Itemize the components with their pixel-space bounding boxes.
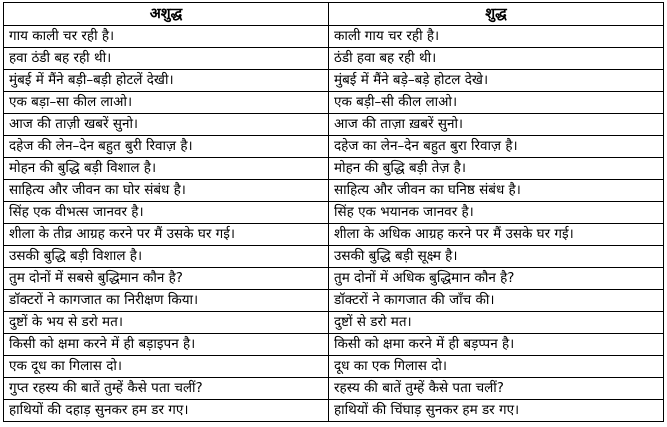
correct-sentence: दुष्टों से डरो मत। bbox=[329, 312, 664, 334]
table-row bbox=[4, 290, 664, 312]
correct-sentence: आज की ताज़ा ख़बरें सुनो। bbox=[329, 114, 664, 136]
table-row bbox=[4, 378, 664, 400]
correct-sentence: मुंबई में मैंने बड़े–बड़े होटल देखे। bbox=[329, 70, 664, 92]
wrong-sentence: उसकी बुद्धि बड़ी विशाल है। bbox=[4, 246, 329, 268]
table-row bbox=[4, 180, 664, 202]
table-row bbox=[4, 224, 664, 246]
correct-sentence: तुम दोनों में अधिक बुद्धिमान कौन है? bbox=[329, 268, 664, 290]
correct-sentence: एक बड़ी–सी कील लाओ। bbox=[329, 92, 664, 114]
wrong-sentence: दहेज की लेन–देन बहुत बुरी रिवाज़ है। bbox=[4, 136, 329, 158]
corrections-table bbox=[3, 2, 664, 422]
correct-sentence: उसकी बुद्धि बड़ी सूक्ष्म है। bbox=[329, 246, 664, 268]
wrong-sentence: आज की ताज़ी खबरें सुनो। bbox=[4, 114, 329, 136]
table-row bbox=[4, 26, 664, 48]
wrong-sentence: सिंह एक वीभत्स जानवर है। bbox=[4, 202, 329, 224]
table-row bbox=[4, 70, 664, 92]
table-row bbox=[4, 114, 664, 136]
wrong-sentence: डॉक्टरों ने कागजात का निरीक्षण किया। bbox=[4, 290, 329, 312]
table-row bbox=[4, 334, 664, 356]
corrections-sheet bbox=[3, 2, 663, 422]
table-row bbox=[4, 246, 664, 268]
table-row bbox=[4, 158, 664, 180]
table-row bbox=[4, 202, 664, 224]
wrong-sentence: गाय काली चर रही है। bbox=[4, 26, 329, 48]
wrong-sentence: साहित्य और जीवन का घोर संबंध है। bbox=[4, 180, 329, 202]
correct-sentence: दूध का एक गिलास दो। bbox=[329, 356, 664, 378]
table-row bbox=[4, 356, 664, 378]
wrong-sentence: मोहन की बुद्धि बड़ी विशाल है। bbox=[4, 158, 329, 180]
correct-sentence: दहेज का लेन–देन बहुत बुरा रिवाज़ है। bbox=[329, 136, 664, 158]
wrong-sentence: तुम दोनों में सबसे बुद्धिमान कौन है? bbox=[4, 268, 329, 290]
wrong-sentence: मुंबई में मैंने बड़ी–बड़ी होटलें देखी। bbox=[4, 70, 329, 92]
correct-sentence: रहस्य की बातें तुम्हें कैसे पता चलीं? bbox=[329, 378, 664, 400]
correct-sentence: हाथियों की चिंघाड़ सुनकर हम डर गए। bbox=[329, 400, 664, 422]
wrong-sentence: दुष्टों के भय से डरो मत। bbox=[4, 312, 329, 334]
correct-sentence: काली गाय चर रही है। bbox=[329, 26, 664, 48]
wrong-sentence: एक दूध का गिलास दो। bbox=[4, 356, 329, 378]
table-row bbox=[4, 400, 664, 422]
table-row bbox=[4, 136, 664, 158]
header-right: शुद्ध bbox=[329, 3, 664, 26]
wrong-sentence: हाथियों की दहाड़ सुनकर हम डर गए। bbox=[4, 400, 329, 422]
header-wrong: अशुद्ध bbox=[4, 3, 329, 26]
wrong-sentence: गुप्त रहस्य की बातें तुम्हें कैसे पता चलीं? bbox=[4, 378, 329, 400]
table-row bbox=[4, 312, 664, 334]
correct-sentence: सिंह एक भयानक जानवर है। bbox=[329, 202, 664, 224]
correct-sentence: शीला के अधिक आग्रह करने पर मैं उसके घर गई। bbox=[329, 224, 664, 246]
wrong-sentence: एक बड़ा–सा कील लाओ। bbox=[4, 92, 329, 114]
table-row bbox=[4, 48, 664, 70]
correct-sentence: किसी को क्षमा करने में ही बड़प्पन है। bbox=[329, 334, 664, 356]
table-row bbox=[4, 92, 664, 114]
correct-sentence: मोहन की बुद्धि बड़ी तेज़ है। bbox=[329, 158, 664, 180]
wrong-sentence: शीला के तीव्र आग्रह करने पर मैं उसके घर गई। bbox=[4, 224, 329, 246]
correct-sentence: ठंडी हवा बह रही थी। bbox=[329, 48, 664, 70]
wrong-sentence: हवा ठंडी बह रही थी। bbox=[4, 48, 329, 70]
correct-sentence: डॉक्टरों ने कागजात की जाँच की। bbox=[329, 290, 664, 312]
table-row bbox=[4, 268, 664, 290]
correct-sentence: साहित्य और जीवन का घनिष्ठ संबंध है। bbox=[329, 180, 664, 202]
header-row bbox=[4, 3, 664, 26]
wrong-sentence: किसी को क्षमा करने में ही बड़ाइपन है। bbox=[4, 334, 329, 356]
